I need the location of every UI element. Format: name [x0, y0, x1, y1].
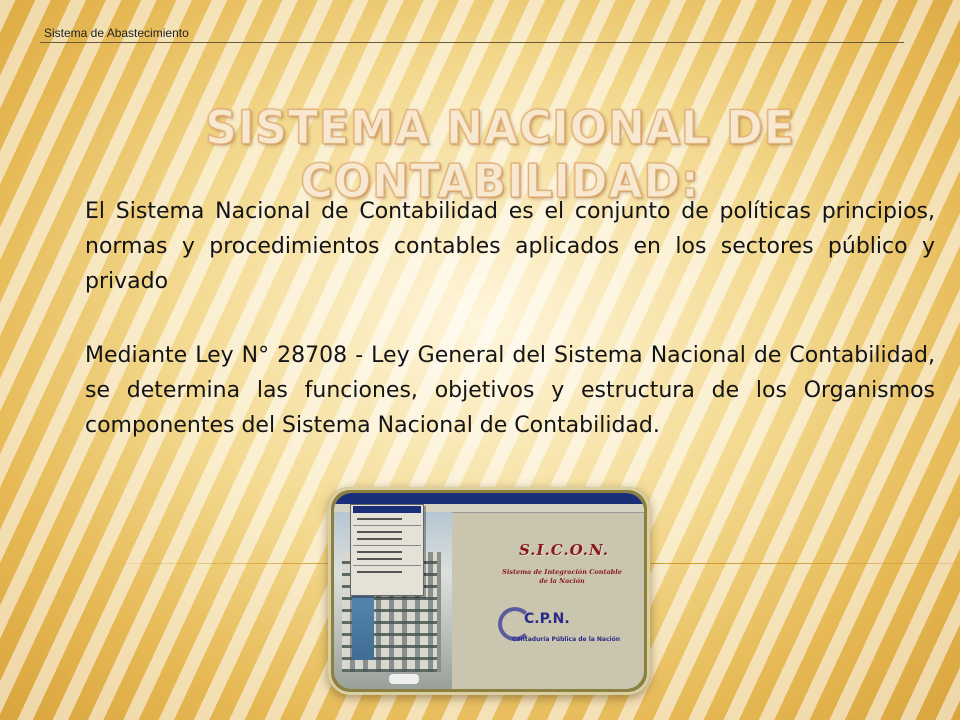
screenshot-logo-area — [452, 512, 644, 689]
sicon-subtitle-line1: Sistema de Integración Contable — [502, 568, 622, 576]
sicon-screenshot-image — [328, 487, 650, 695]
slide-title: SISTEMA NACIONAL DE CONTABILIDAD: — [205, 101, 795, 209]
screenshot-window — [334, 493, 644, 689]
dropdown-item — [357, 538, 402, 540]
dropdown-item — [357, 531, 402, 533]
screenshot-footer — [354, 675, 636, 683]
header-text: Sistema de Abastecimiento — [44, 26, 189, 40]
dropdown-selected-item — [353, 506, 421, 513]
dropdown-separator — [353, 545, 421, 546]
dropdown-separator — [353, 525, 421, 526]
sicon-subtitle-line2: de la Nación — [539, 577, 585, 585]
screenshot-dropdown-menu — [350, 504, 424, 596]
paragraph-law: Mediante Ley N° 28708 - Ley General del Sistema Nacional de Contabilidad, se determina las funciones, objetivos y estructura de los Organismos componentes del Sistema Nacional de Contabilidad. — [85, 343, 935, 438]
paragraph-definition: El Sistema Nacional de Contabilidad es el conjunto de políticas principios, normas y procedimientos contables aplicados en los sectores público y privado — [85, 199, 935, 294]
sicon-subtitle — [482, 568, 642, 586]
screenshot-titlebar — [334, 493, 644, 504]
cpn-title: C.P.N. — [524, 611, 570, 627]
dropdown-item — [357, 518, 402, 520]
dropdown-item — [357, 558, 402, 560]
cpn-subtitle: Contaduría Pública de la Nación — [512, 636, 620, 643]
dropdown-item — [357, 551, 402, 553]
dropdown-item — [357, 571, 402, 573]
sicon-title: S.I.C.O.N. — [518, 541, 610, 559]
header-divider — [40, 42, 904, 43]
dropdown-separator — [353, 565, 421, 566]
